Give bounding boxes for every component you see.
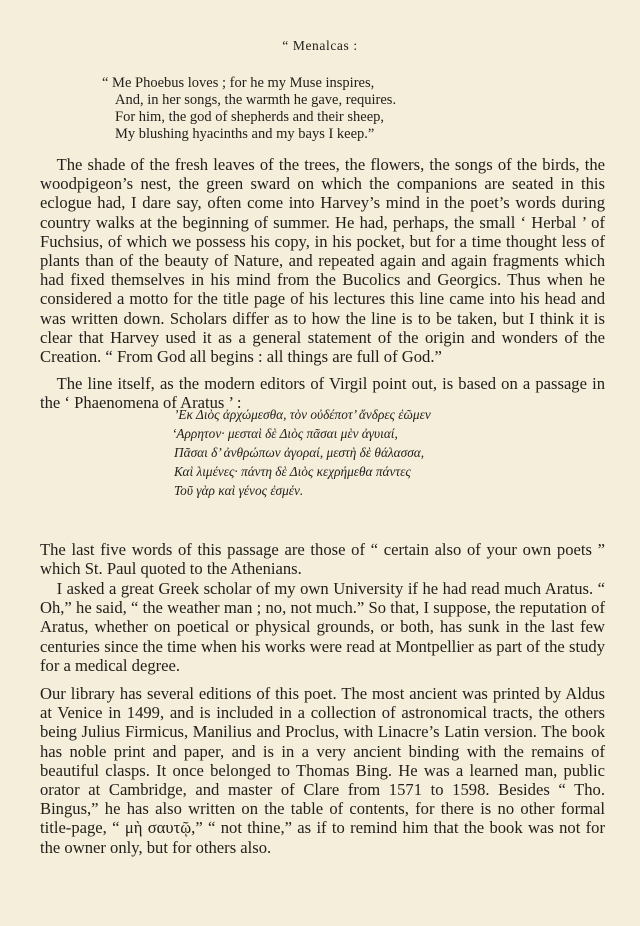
body-paragraph: I asked a great Greek scholar of my own University if he had read much Aratus. “ Oh,” he said, “ the weather man ; no, not much.” So that, I suppose, the reputation of Aratus, whether on poetical or physical grounds, or both, has sunk in the last few centuries since the time when his works were read at Montpellier as part of the study for a medical degree. [40, 579, 605, 675]
body-paragraph: The last five words of this passage are those of “ certain also of your own poets ” which St. Paul quoted to the Athenians. [40, 540, 605, 579]
body-paragraph: The shade of the fresh leaves of the trees, the flowers, the songs of the birds, the woodpigeon’s nest, the green sward on which the companions are seated in this eclogue had, I dare say, often come into Harvey’s mind in the poet’s words during country walks at the beginning of summer. He had, perhaps, the small ‘ Herbal ’ of Fuchsius, of which we possess his copy, in his pocket, but for a time thought less of plants than of the beauty of Nature, and repeated again and again fragments which had fixed themselves in his mind from the Bucolics and Georgics. Thus when he considered a motto for the title page of his lectures this line came into his head and was written down. Scholars differ as to how the line is to be taken, but I think it is clear that Harvey used it as a general statement of the origin and wonders of the Creation. “ From God all begins : all things are full of God.” [40, 155, 605, 367]
greek-line: ’Εκ Διὸς ἀρχώμεσθα, τὸν οὐδέποτ’ ἄνδρες ἐῶμεν [174, 407, 431, 422]
verse-line: My blushing hyacinths and my bays I keep.” [115, 126, 375, 142]
greek-line: Καὶ λιμένες· πάντη δὲ Διὸς κεχρήμεθα πάντες [174, 464, 411, 479]
greek-line: Τοῦ γὰρ καὶ γένος ἐσμέν. [174, 483, 304, 498]
speaker-heading: “ Menalcas : [282, 38, 358, 53]
verse-line: “ Me Phoebus loves ; for he my Muse inspires, [102, 75, 375, 91]
greek-line: Πᾶσαι δ’ ἀνθρώπων ἀγοραί, μεστὴ δὲ θάλασσα, [174, 445, 425, 460]
body-paragraph: The line itself, as the modern editors of Virgil point out, is based on a passage in the ‘ Phaenomena of Aratus ’ : [40, 374, 605, 413]
greek-line: ‘Αρρητον· μεσταὶ δὲ Διὸς πᾶσαι μὲν ἀγυιαί, [172, 426, 398, 441]
verse-line: And, in her songs, the warmth he gave, requires. [115, 92, 397, 108]
verse-line: For him, the god of shepherds and their sheep, [115, 109, 385, 125]
body-paragraph: Our library has several editions of this poet. The most ancient was printed by Aldus at Venice in 1499, and is included in a collection of astronomical tracts, the others being Julius Firmicus, Manilius and Proclus, with Linacre’s Latin version. The book has noble print and paper, and is in a very ancient binding with the remains of beautiful clasps. It once belonged to Thomas Bing. He was a learned man, public orator at Cambridge, and master of Clare from 1571 to 1598. Besides “ Tho. Bingus,” he has also written on the table of contents, for there is no other formal title-page, “ μὴ σαυτῷ,” “ not thine,” as if to remind him that the book was not for the owner only, but for others also. [40, 684, 605, 857]
